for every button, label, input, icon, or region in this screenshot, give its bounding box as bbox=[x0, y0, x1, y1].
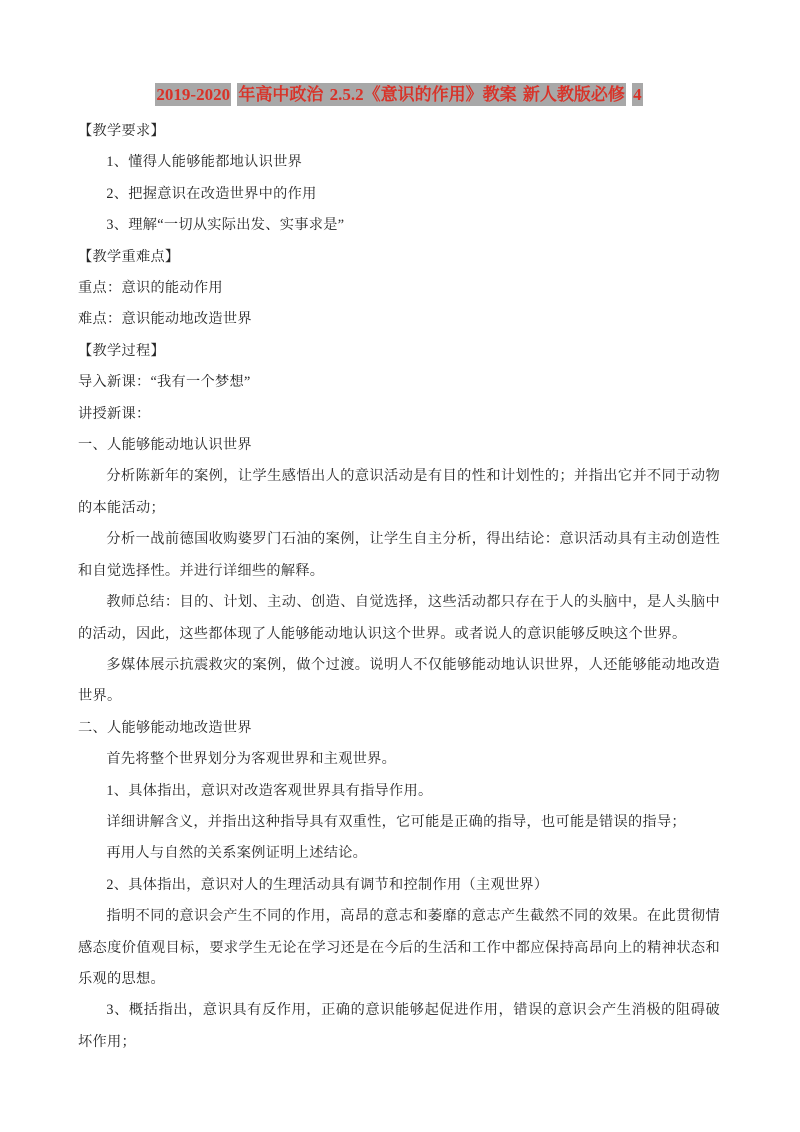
body-paragraph: 重点：意识的能动作用 bbox=[78, 280, 223, 297]
document-title bbox=[78, 82, 720, 108]
list-item: 3、理解“一切从实际出发、实事求是” bbox=[106, 217, 345, 234]
list-item: 1、懂得人能够能都地认识世界 bbox=[106, 154, 303, 171]
body-paragraph: 再用人与自然的关系案例证明上述结论。 bbox=[106, 845, 368, 862]
body-paragraph: 指明不同的意识会产生不同的作用，高昂的意志和萎靡的意志产生截然不同的效果。在此贯彻情感态度价值观目标，要求学生无论在学习还是在今后的生活和工作中都应保持高昂向上的精神状态和乐观的思想。 bbox=[78, 908, 720, 987]
title-segment-volume: 4 bbox=[633, 85, 642, 104]
list-item: 2、具体指出，意识对人的生理活动具有调节和控制作用（主观世界） bbox=[106, 876, 549, 893]
list-item: 2、把握意识在改造世界中的作用 bbox=[106, 185, 317, 202]
body-paragraph: 难点：意识能动地改造世界 bbox=[78, 311, 252, 328]
body-paragraph: 多媒体展示抗震救灾的案例，做个过渡。说明人不仅能够能动地认识世界，人还能够能动地改造世界。 bbox=[78, 656, 720, 705]
section-heading: 【教学要求】 bbox=[78, 123, 165, 139]
body-paragraph: 详细讲解含义，并指出这种指导具有双重性，它可能是正确的指导，也可能是错误的指导； bbox=[106, 813, 686, 830]
body-paragraph: 分析一战前德国收购婆罗门石油的案例，让学生自主分析，得出结论：意识活动具有主动创造性和自觉选择性。并进行详细些的解释。 bbox=[78, 531, 720, 579]
title-segment-main: 年高中政治 2.5.2《意识的作用》教案 新人教版必修 bbox=[238, 85, 625, 104]
title-segment-year: 2019-2020 bbox=[156, 85, 231, 104]
section-heading: 【教学重难点】 bbox=[78, 248, 180, 265]
body-paragraph: 分析陈新年的案例，让学生感悟出人的意识活动是有目的性和计划性的；并指出它并不同于动物的本能活动； bbox=[78, 468, 720, 516]
body-paragraph: 讲授新课： bbox=[78, 405, 151, 422]
body-paragraph: 首先将整个世界划分为客观世界和主观世界。 bbox=[106, 751, 397, 768]
subsection-heading: 一、人能够能动地认识世界 bbox=[78, 437, 252, 454]
subsection-heading: 二、人能够能动地改造世界 bbox=[78, 719, 252, 736]
list-item: 1、具体指出，意识对改造客观世界具有指导作用。 bbox=[106, 782, 433, 799]
body-paragraph: 教师总结：目的、计划、主动、创造、自觉选择，这些活动都只存在于人的头脑中，是人头脑中的活动，因此，这些都体现了人能够能动地认识这个世界。或者说人的意识能够反映这个世界。 bbox=[78, 594, 720, 642]
body-paragraph: 导入新课：“我有一个梦想” bbox=[78, 374, 251, 391]
section-heading: 【教学过程】 bbox=[78, 342, 165, 359]
document-body bbox=[78, 116, 720, 1058]
list-item: 3、概括指出，意识具有反作用，正确的意识能够起促进作用，错误的意识会产生消极的阻碍破坏作用； bbox=[78, 1002, 720, 1050]
